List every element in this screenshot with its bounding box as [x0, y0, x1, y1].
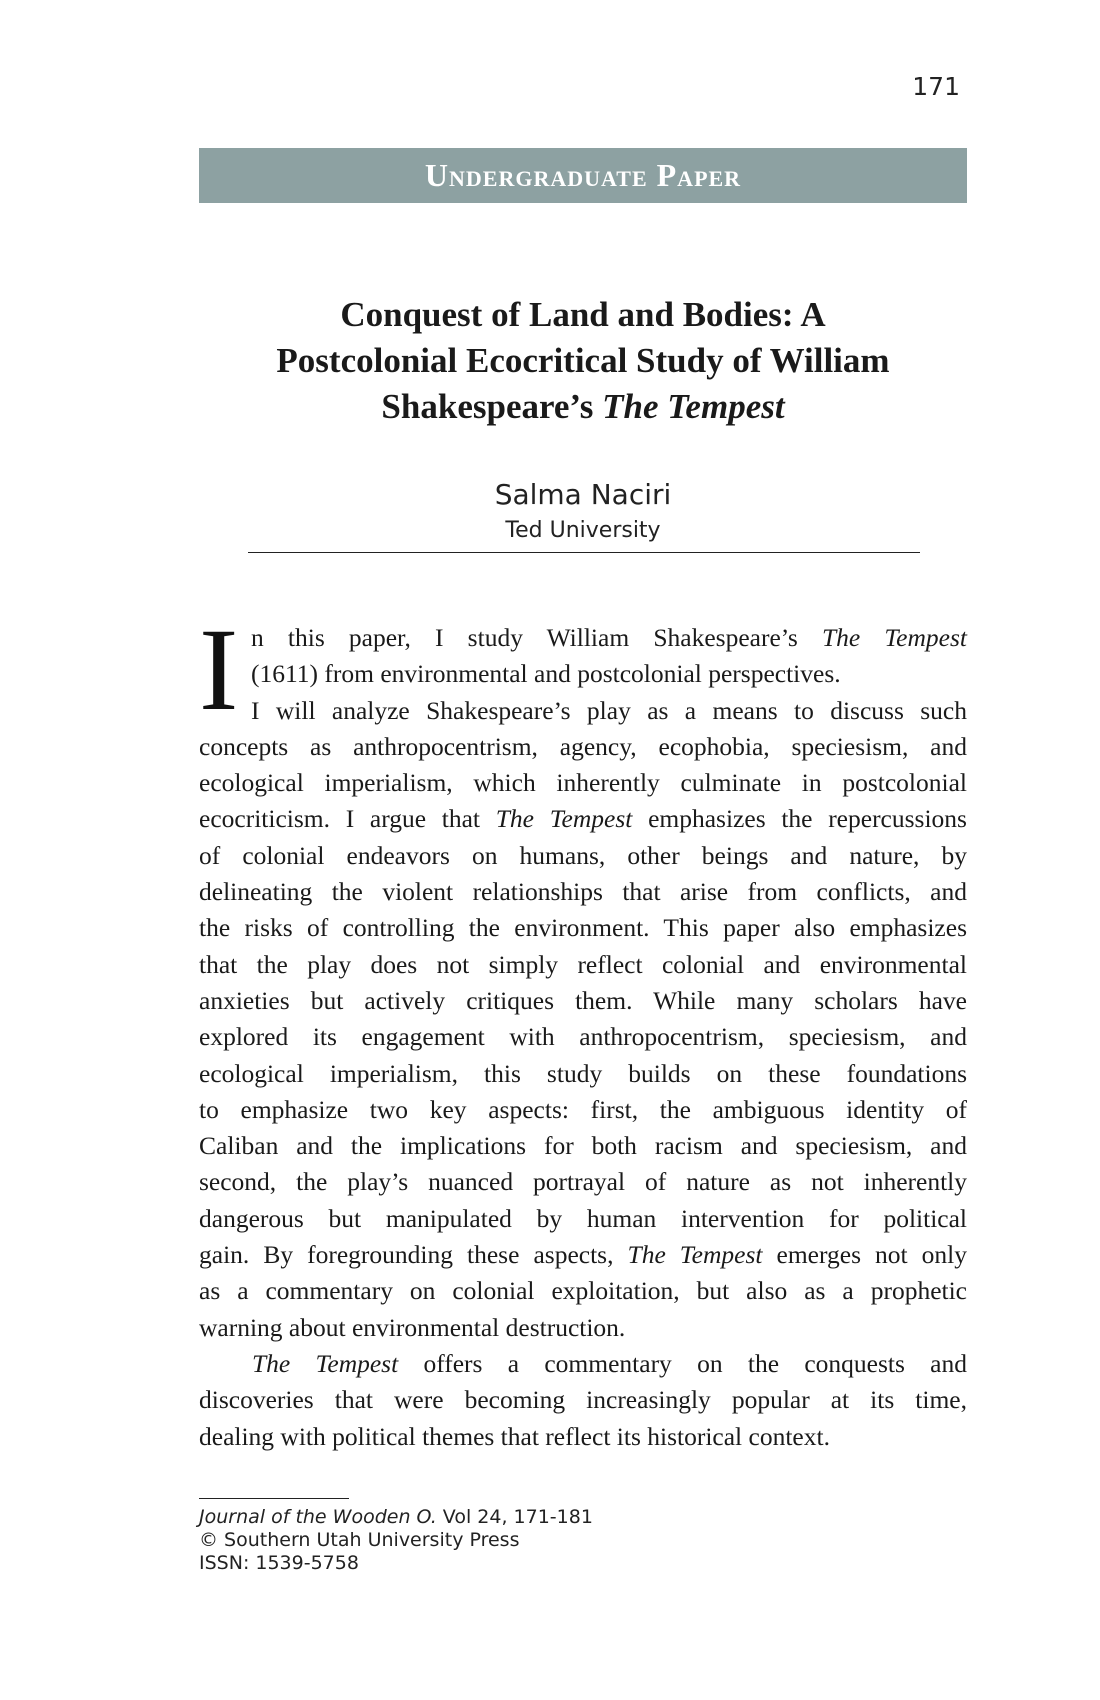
- body-line: [199, 1310, 967, 1346]
- body-lines: [199, 604, 967, 1455]
- body-line: [199, 729, 967, 765]
- italic-title: The Tempest: [821, 623, 967, 652]
- body-line: [199, 765, 967, 801]
- body-line: [199, 983, 967, 1019]
- body-line: [199, 1056, 967, 1092]
- article-title: [199, 292, 967, 430]
- body-line: [199, 1419, 967, 1455]
- body-line: [199, 620, 967, 656]
- citation-journal-title: Journal of the Wooden O.: [199, 1506, 437, 1528]
- section-banner-label: Undergraduate Paper: [424, 157, 742, 193]
- section-banner: [199, 148, 967, 203]
- body-text: n this paper, I study William Shakespeare’s: [251, 623, 822, 652]
- body-text: second, the play’s nuanced portrayal of nature as not inherently: [199, 1167, 967, 1197]
- body-line: [199, 1237, 967, 1273]
- body-text: discoveries that were becoming increasingly popular at its time,: [199, 1385, 967, 1415]
- author-name: Salma Naciri: [494, 478, 672, 511]
- citation-issn: ISSN: 1539-5758: [199, 1552, 359, 1574]
- body-line: [199, 947, 967, 983]
- body-line: [199, 1273, 967, 1309]
- citation-journal: [199, 1506, 967, 1529]
- citation-footer: [199, 1506, 967, 1575]
- body-text: anxieties but actively critiques them. While many scholars have: [199, 985, 967, 1015]
- body-text: that the play does not simply reflect colonial and environmental: [199, 949, 967, 979]
- drop-cap: I: [199, 604, 239, 735]
- title-line-3-prefix: Shakespeare’s: [381, 387, 603, 426]
- title-divider: [248, 552, 920, 553]
- body-line: [199, 874, 967, 910]
- italic-title: The Tempest: [252, 1348, 399, 1378]
- body-text: emerges not only: [762, 1240, 967, 1270]
- body-text: as a commentary on colonial exploitation, but also as a prophetic: [199, 1276, 967, 1306]
- italic-title: The Tempest: [627, 1240, 763, 1270]
- body-line: [199, 838, 967, 874]
- italic-title: The Tempest: [495, 804, 633, 834]
- body-text: explored its engagement with anthropocentrism, speciesism, and: [199, 1022, 967, 1052]
- article-body: [199, 604, 967, 1455]
- body-line: [199, 1019, 967, 1055]
- body-line: [199, 1382, 967, 1418]
- body-text: gain. By foregrounding these aspects,: [199, 1240, 628, 1270]
- body-text: ecological imperialism, this study builds on these foundations: [199, 1058, 967, 1088]
- title-line-2: Postcolonial Ecocritical Study of William: [276, 341, 890, 380]
- body-text: I will analyze Shakespeare’s play as a means to discuss such: [251, 695, 967, 725]
- body-text: dealing with political themes that reflect its historical context.: [199, 1421, 830, 1451]
- body-text: ecocriticism. I argue that: [199, 804, 496, 834]
- body-text: the risks of controlling the environment. This paper also emphasizes: [199, 913, 967, 943]
- body-text: offers a commentary on the conquests and: [398, 1348, 967, 1378]
- body-text: ecological imperialism, which inherently culminate in postcolonial: [199, 768, 967, 798]
- body-line: [199, 801, 967, 837]
- body-text: emphasizes the repercussions: [632, 804, 967, 834]
- body-line: [199, 910, 967, 946]
- citation-publisher: © Southern Utah University Press: [199, 1529, 520, 1551]
- body-line: [199, 1346, 967, 1382]
- body-text: Caliban and the implications for both racism and speciesism, and: [199, 1131, 967, 1161]
- body-text: warning about environmental destruction.: [199, 1312, 626, 1342]
- citation-volume: Vol 24, 171-181: [436, 1506, 593, 1528]
- body-line: [199, 1164, 967, 1200]
- page-number: 171: [912, 72, 960, 101]
- body-text: dangerous but manipulated by human intervention for political: [199, 1203, 967, 1233]
- body-text: (1611) from environmental and postcolonial perspectives.: [251, 659, 841, 689]
- body-line: [199, 656, 967, 692]
- body-line: [199, 1128, 967, 1164]
- body-text: concepts as anthropocentrism, agency, ecophobia, speciesism, and: [199, 731, 967, 761]
- title-line-3-italic: The Tempest: [602, 387, 785, 426]
- body-line: [199, 1092, 967, 1128]
- title-line-1: Conquest of Land and Bodies: A: [340, 295, 826, 334]
- author-affiliation: Ted University: [505, 518, 661, 543]
- body-line: [199, 693, 967, 729]
- body-text: delineating the violent relationships that arise from conflicts, and: [199, 877, 967, 907]
- title-line-3: [199, 384, 967, 430]
- body-text: of colonial endeavors on humans, other beings and nature, by: [199, 840, 967, 870]
- footnote-divider: [199, 1498, 349, 1499]
- body-text: to emphasize two key aspects: first, the ambiguous identity of: [199, 1094, 967, 1124]
- body-line: [199, 1201, 967, 1237]
